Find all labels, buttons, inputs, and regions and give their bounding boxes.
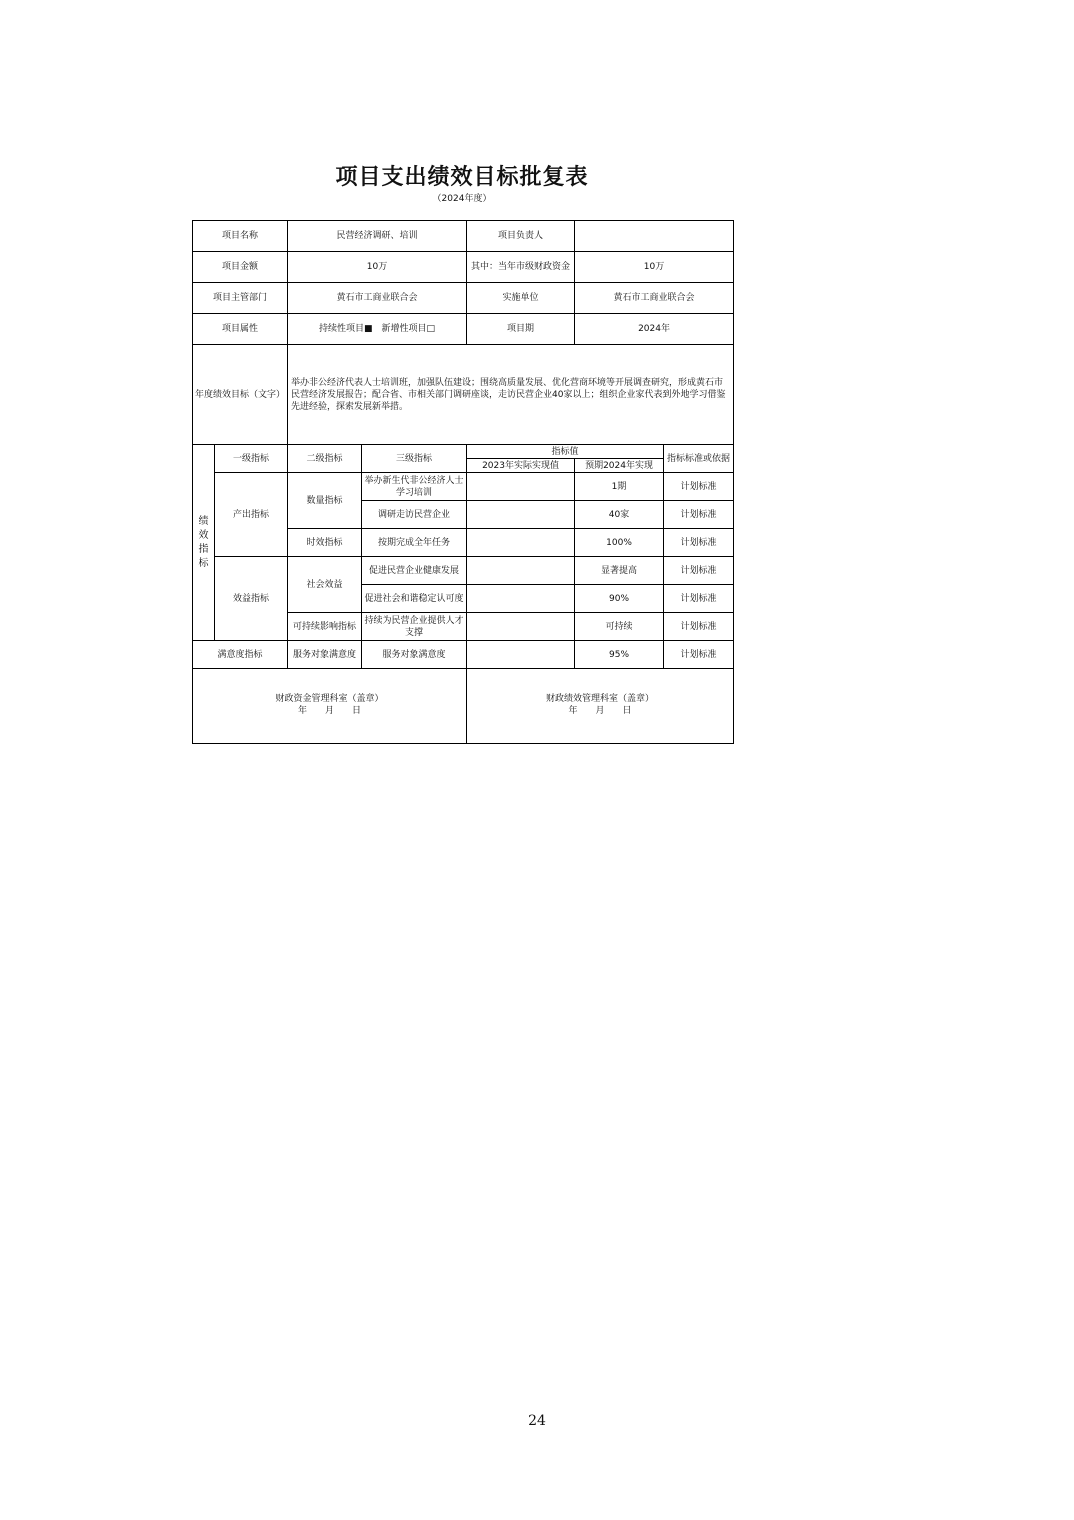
actual-cell bbox=[467, 641, 575, 669]
project-amount-label: 项目金额 bbox=[193, 252, 288, 283]
level3-cell: 举办新生代非公经济人士学习培训 bbox=[362, 473, 467, 501]
signature-left bbox=[193, 669, 467, 744]
row-annual-goal bbox=[193, 345, 734, 445]
level3-cell: 调研走访民营企业 bbox=[362, 501, 467, 529]
annual-goal-label: 年度绩效目标（文字） bbox=[193, 345, 288, 445]
actual-cell bbox=[467, 501, 575, 529]
header-level2: 二级指标 bbox=[288, 445, 362, 473]
level3-cell: 促进社会和谐稳定认可度 bbox=[362, 585, 467, 613]
group-quantity: 数量指标 bbox=[288, 473, 362, 529]
group-timeliness: 时效指标 bbox=[288, 529, 362, 557]
header-basis: 指标标准或依据 bbox=[664, 445, 734, 473]
level3-cell: 按期完成全年任务 bbox=[362, 529, 467, 557]
basis-cell: 计划标准 bbox=[664, 585, 734, 613]
implementer-value: 黄石市工商业联合会 bbox=[575, 283, 734, 314]
expected-cell: 可持续 bbox=[575, 613, 664, 641]
signature-right-label: 财政绩效管理科室（盖章） bbox=[546, 694, 655, 704]
level3-cell: 持续为民营企业提供人才支撑 bbox=[362, 613, 467, 641]
actual-cell bbox=[467, 613, 575, 641]
header-level3: 三级指标 bbox=[362, 445, 467, 473]
group-service: 服务对象满意度 bbox=[288, 641, 362, 669]
basis-cell: 计划标准 bbox=[664, 529, 734, 557]
header-level1: 一级指标 bbox=[215, 445, 288, 473]
actual-cell bbox=[467, 473, 575, 501]
signature-right bbox=[467, 669, 734, 744]
fund-label: 其中：当年市级财政资金 bbox=[467, 252, 575, 283]
actual-cell bbox=[467, 529, 575, 557]
signature-left-label: 财政资金管理科室（盖章） bbox=[275, 694, 384, 704]
implementer-label: 实施单位 bbox=[467, 283, 575, 314]
indicators-side-label bbox=[193, 445, 215, 641]
page-number: 24 bbox=[528, 1413, 546, 1429]
row-project-name bbox=[193, 221, 734, 252]
expected-cell: 40家 bbox=[575, 501, 664, 529]
group-benefit: 效益指标 bbox=[215, 557, 288, 641]
indicator-row bbox=[193, 641, 734, 669]
expected-cell: 95% bbox=[575, 641, 664, 669]
group-output: 产出指标 bbox=[215, 473, 288, 557]
project-name-label: 项目名称 bbox=[193, 221, 288, 252]
level3-cell: 服务对象满意度 bbox=[362, 641, 467, 669]
department-label: 项目主管部门 bbox=[193, 283, 288, 314]
attribute-value: 持续性项目■ 新增性项目□ bbox=[288, 314, 467, 345]
group-sustainable: 可持续影响指标 bbox=[288, 613, 362, 641]
header-actual-2023: 2023年实际实现值 bbox=[467, 459, 575, 473]
expected-cell: 显著提高 bbox=[575, 557, 664, 585]
page-title: 项目支出绩效目标批复表 bbox=[335, 164, 589, 190]
project-amount-value: 10万 bbox=[288, 252, 467, 283]
project-leader-value bbox=[575, 221, 734, 252]
row-attribute bbox=[193, 314, 734, 345]
year-note: （2024年度） bbox=[432, 194, 492, 204]
indicator-header-row-1 bbox=[193, 445, 734, 459]
indicator-row bbox=[193, 557, 734, 585]
indicator-row bbox=[193, 473, 734, 501]
actual-cell bbox=[467, 557, 575, 585]
actual-cell bbox=[467, 585, 575, 613]
expected-cell: 100% bbox=[575, 529, 664, 557]
basis-cell: 计划标准 bbox=[664, 641, 734, 669]
row-department bbox=[193, 283, 734, 314]
department-value: 黄石市工商业联合会 bbox=[288, 283, 467, 314]
basis-cell: 计划标准 bbox=[664, 501, 734, 529]
level3-cell: 促进民营企业健康发展 bbox=[362, 557, 467, 585]
row-signatures bbox=[193, 669, 734, 744]
period-label: 项目期 bbox=[467, 314, 575, 345]
indicators-side-text: 绩效指标 bbox=[198, 515, 209, 569]
project-leader-label: 项目负责人 bbox=[467, 221, 575, 252]
performance-goal-table bbox=[192, 220, 734, 744]
signature-left-date: 年 月 日 bbox=[298, 706, 362, 716]
group-satisfaction: 满意度指标 bbox=[193, 641, 288, 669]
basis-cell: 计划标准 bbox=[664, 473, 734, 501]
project-name-value: 民营经济调研、培训 bbox=[288, 221, 467, 252]
expected-cell: 1期 bbox=[575, 473, 664, 501]
header-expected-2024: 预期2024年实现 bbox=[575, 459, 664, 473]
basis-cell: 计划标准 bbox=[664, 613, 734, 641]
signature-right-date: 年 月 日 bbox=[568, 706, 632, 716]
expected-cell: 90% bbox=[575, 585, 664, 613]
fund-value: 10万 bbox=[575, 252, 734, 283]
basis-cell: 计划标准 bbox=[664, 557, 734, 585]
period-value: 2024年 bbox=[575, 314, 734, 345]
header-value: 指标值 bbox=[467, 445, 664, 459]
group-social: 社会效益 bbox=[288, 557, 362, 613]
row-project-amount bbox=[193, 252, 734, 283]
attribute-label: 项目属性 bbox=[193, 314, 288, 345]
annual-goal-text: 举办非公经济代表人士培训班，加强队伍建设；围绕高质量发展、优化营商环境等开展调查研究，形成黄石市民营经济发展报告；配合省、市相关部门调研座谈，走访民营企业40家以上；组织企业家代表到外地学习借鉴先进经验，探索发展新举措。 bbox=[288, 345, 734, 445]
